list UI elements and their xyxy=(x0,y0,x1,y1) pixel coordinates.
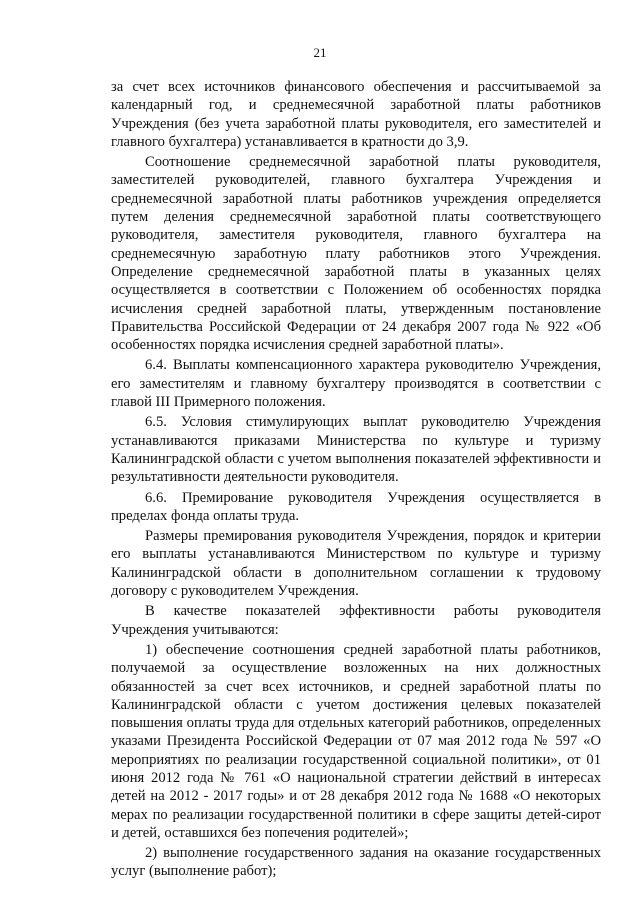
paragraph: 2) выполнение государственного задания на оказание государственных услуг (выполнение работ); xyxy=(111,845,601,880)
paragraph: за счет всех источников финансового обеспечения и рассчитываемой за календарный год, и среднемесячной заработной платы работников Учреждения (без учета заработной платы руководителя, его заместителей и главного бухгалтера) устанавливается в кратности до 3,9. xyxy=(111,79,601,150)
document-body xyxy=(111,78,601,883)
paragraph: 6.4. Выплаты компенсационного характера руководителю Учреждения, его заместителям и главному бухгалтеру производятся в соответствии с главой III Примерного положения. xyxy=(111,357,601,411)
paragraph: Размеры премирования руководителя Учреждения, порядок и критерии его выплаты устанавливаются Министерством по культуре и туризму Калининградской области в дополнительном соглашении к трудовому договору с руководителем Учреждения. xyxy=(111,528,601,600)
paragraph: 6.6. Премирование руководителя Учреждения осуществляется в пределах фонда оплаты труда. xyxy=(111,489,601,524)
paragraph: В качестве показателей эффективности работы руководителя Учреждения учитываются: xyxy=(111,603,601,638)
page-number: 21 xyxy=(313,45,327,60)
paragraph: Соотношение среднемесячной заработной платы руководителя, заместителей руководителей, главного бухгалтера Учреждения и среднемесячной заработной платы работников учреждения определяется путем деления среднемесячной заработной платы соответствующего руководителя, заместителя руководителя, главного бухгалтера на среднемесячную заработную плату работников этого Учреждения. Определение среднемесячной заработной платы в указанных целях осуществляется в соответствии с Положением об особенностях порядка исчисления средней заработной платы, утвержденным постановление Правительства Российской Федерации от 24 декабря 2007 года № 922 «Об особенностях порядка исчисления средней заработной платы». xyxy=(111,154,601,354)
paragraph: 1) обеспечение соотношения средней заработной платы работников, получаемой за осуществление возложенных на них должностных обязанностей за счет всех источников, и средней заработной платы по Калининградской области с учетом достижения целевых показателей повышения оплаты труда для отдельных категорий работников, определенных указами Президента Российской Федерации от 07 мая 2012 года № 597 «О мероприятиях по реализации государственной социальной политики», от 01 июня 2012 года № 761 «О национальной стратегии действий в интересах детей на 2012 - 2017 годы» и от 28 декабря 2012 года № 1688 «О некоторых мерах по реализации государственной политики в сфере защиты детей-сирот и детей, оставшихся без попечения родителей»; xyxy=(111,641,601,841)
paragraph: 6.5. Условия стимулирующих выплат руководителю Учреждения устанавливаются приказами Министерства по культуре и туризму Калининградской области с учетом выполнения показателей эффективности и результативности деятельности руководителя. xyxy=(111,414,601,486)
